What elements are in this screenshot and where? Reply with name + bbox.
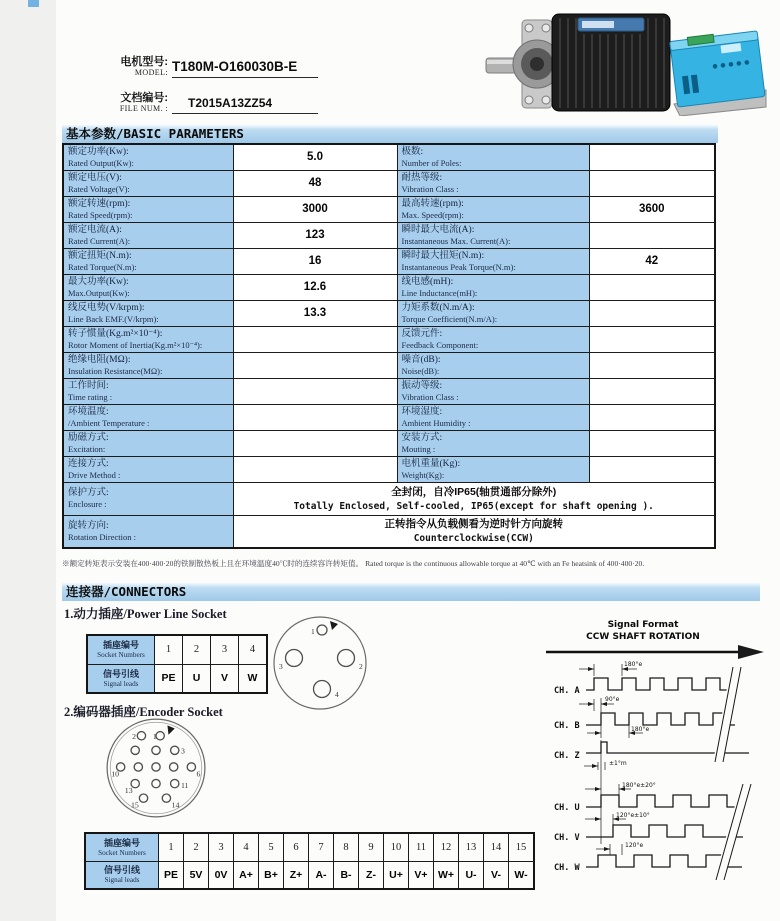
- channel-b-label: CH. B: [554, 721, 580, 731]
- channel-z-label: CH. Z: [554, 751, 580, 761]
- dim-w: 120°e: [625, 842, 644, 849]
- timing-title: Signal Format: [607, 620, 679, 630]
- param-value: [233, 456, 397, 482]
- param-value: [233, 378, 397, 404]
- table-row: 环境温度: /Ambient Temperature : 环境湿度: Ambient Humidity :: [63, 404, 715, 430]
- param-value: 3600: [589, 196, 715, 222]
- file-label-zh: 文档编号:: [120, 92, 168, 104]
- encoder-pin-3-label: 3: [180, 746, 185, 756]
- param-value: [233, 326, 397, 352]
- table-row: 最大功率(Kw): Max.Output(Kw): 12.6 线电感(mH): Line Inductance(mH):: [63, 274, 715, 300]
- socket-numbers-row: 插座编号 Socket Numbers 1 2 3 4: [87, 635, 267, 664]
- param-value: [589, 144, 715, 170]
- param-value: 12.6: [233, 274, 397, 300]
- product-photo: [478, 4, 768, 116]
- table-row-rotation: 旋转方向: Rotation Direction : 正转指令从负载侧看为逆时针方向旋转 Counterclockwise(CCW): [63, 515, 715, 548]
- param-value: [589, 222, 715, 248]
- document-header: [96, 42, 328, 114]
- rotation-value-en: Counterclockwise(CCW): [413, 533, 534, 545]
- channel-a-label: CH. A: [554, 686, 580, 696]
- param-value: 123: [233, 222, 397, 248]
- table-row: 额定功率(Kw): Rated Output(Kw): 5.0 极数: Number of Poles:: [63, 144, 715, 170]
- param-value: [589, 170, 715, 196]
- file-value: T2015A13ZZ54: [188, 96, 273, 110]
- timing-subtitle: CCW SHAFT ROTATION: [586, 632, 700, 642]
- table-row: 额定扭矩(N.m): Rated Torque(N.m): 16 瞬时最大扭矩(N.m): Instantaneous Peak Torque(N.m): 42: [63, 248, 715, 274]
- corner-mark: [28, 0, 39, 7]
- dim-b-180: 180°e: [631, 726, 650, 733]
- power-pin-2-label: 2: [359, 662, 363, 671]
- model-row: [96, 42, 328, 78]
- table-row: 线反电势(V/krpm): Line Back EMF.(V/krpm): 13.3 力矩系数(N.m/A): Torque Coefficient(N.m/A):: [63, 300, 715, 326]
- socket-numbers-row: 插座编号 Socket Numbers 1 2 3 4 5 6 7 8 9 10 11 12 13 14 15: [85, 833, 534, 861]
- model-label-zh: 电机型号:: [120, 56, 168, 68]
- signal-leads-row: 信号引线 Signal leads PE U V W: [87, 664, 267, 693]
- channel-v-label: CH. V: [554, 833, 580, 843]
- param-value: [589, 300, 715, 326]
- enclosure-value-zh: 全封闭，自冷IP65(轴贯通部分除外): [391, 485, 557, 498]
- table-row: 额定电流(A): Rated Current(A): 123 瞬时最大电流(A): Instantaneous Max. Current(A):: [63, 222, 715, 248]
- table-row: 工作时间: Time rating : 振动等级: Vibration Class :: [63, 378, 715, 404]
- signal-format-diagram: [518, 612, 776, 912]
- power-pin-1-label: 1: [311, 627, 315, 636]
- section-header-basic-parameters: 基本参数/BASIC PARAMETERS: [62, 124, 718, 143]
- param-value: [233, 404, 397, 430]
- model-label-en: MODEL:: [134, 68, 168, 77]
- encoder-socket-heading: 2.编码器插座/Encoder Socket: [64, 705, 223, 719]
- rotation-value-zh: 正转指令从负载侧看为逆时针方向旋转: [384, 518, 563, 531]
- enclosure-value-en: Totally Enclosed, Self-cooled, IP65(except for shaft opening ).: [293, 500, 654, 512]
- channel-w-label: CH. W: [554, 863, 580, 873]
- rated-torque-footnote: ※额定转矩表示安装在400·400·20的铁制散热板上且在环境温度40℃时的连续容许转矩值。 Rated torque is the continuous allowable torque at 40℃ with an Fe heatsink of 400·400·20.: [62, 559, 645, 568]
- param-value: 5.0: [233, 144, 397, 170]
- signal-leads-row: 信号引线 Signal leads PE 5V 0V A+ B+ Z+ A- B- Z- U+ V+ W+ U- V- W-: [85, 861, 534, 889]
- param-value: [589, 456, 715, 482]
- table-row: 绝缘电阻(MΩ): Insulation Resistance(MΩ): 噪音(dB): Noise(dB):: [63, 352, 715, 378]
- dim-v: 120°e±10°: [616, 812, 650, 819]
- encoder-pin-2-label: 2: [132, 731, 136, 741]
- power-pin-3-label: 3: [279, 662, 283, 671]
- encoder-pin-6-label: 6: [196, 769, 201, 779]
- param-value: 16: [233, 248, 397, 274]
- encoder-socket-diagram: [104, 716, 208, 820]
- param-value: [589, 352, 715, 378]
- rotation-arrow: [738, 645, 764, 659]
- encoder-socket-table: [84, 832, 535, 890]
- table-row: 励磁方式: Excitation: 安装方式: Mouting :: [63, 430, 715, 456]
- power-socket-heading: 1.动力插座/Power Line Socket: [64, 607, 227, 621]
- dim-u: 180°e±20°: [622, 782, 656, 789]
- param-value: [589, 404, 715, 430]
- encoder-pin-13-label: 13: [124, 785, 133, 795]
- table-row: 额定电压(V): Rated Voltage(V): 48 耐热等级: Vibration Class :: [63, 170, 715, 196]
- section-header-connectors: 连接器/CONNECTORS: [62, 582, 760, 601]
- param-value: [589, 326, 715, 352]
- model-value: T180M-O160030B-E: [172, 59, 298, 74]
- table-row: 额定转速(rpm): Rated Speed(rpm): 3000 最高转速(rpm): Max. Speed(rpm): 3600: [63, 196, 715, 222]
- param-value: 13.3: [233, 300, 397, 326]
- file-row: [96, 78, 328, 114]
- dim-a-180: 180°e: [624, 661, 643, 668]
- power-pin-4-label: 4: [335, 690, 339, 699]
- table-row: 转子惯量(Kg.m²×10⁻⁴): Rotor Moment of Inertia(Kg.m²×10⁻⁴): 反馈元件: Feedback Component:: [63, 326, 715, 352]
- param-value: [233, 352, 397, 378]
- table-row-enclosure: 保护方式: Enclosure : 全封闭，自冷IP65(轴贯通部分除外) Totally Enclosed, Self-cooled, IP65(except for shaft opening ).: [63, 482, 715, 515]
- param-value: 42: [589, 248, 715, 274]
- file-label-en: FILE NUM. :: [119, 104, 168, 113]
- channel-u-label: CH. U: [554, 803, 580, 813]
- dim-b-90: 90°e: [605, 696, 620, 703]
- dim-z: ±1°m: [609, 760, 627, 767]
- power-socket-table: [86, 634, 268, 694]
- encoder-pin-15-label: 15: [131, 800, 139, 810]
- encoder-pin-1-label: 1: [152, 731, 157, 741]
- encoder-pin-11-label: 11: [180, 780, 189, 790]
- basic-parameters-table: [62, 143, 716, 549]
- param-value: 48: [233, 170, 397, 196]
- encoder-pin-10-label: 10: [111, 769, 120, 779]
- power-socket-diagram: [266, 613, 376, 713]
- param-value: [589, 378, 715, 404]
- scan-edge-shade: [0, 0, 56, 921]
- param-value: 3000: [233, 196, 397, 222]
- encoder-pin-14-label: 14: [171, 800, 180, 810]
- param-value: [589, 274, 715, 300]
- param-value: [589, 430, 715, 456]
- table-row: 连接方式: Drive Method : 电机重量(Kg): Weight(Kg):: [63, 456, 715, 482]
- param-value: [233, 430, 397, 456]
